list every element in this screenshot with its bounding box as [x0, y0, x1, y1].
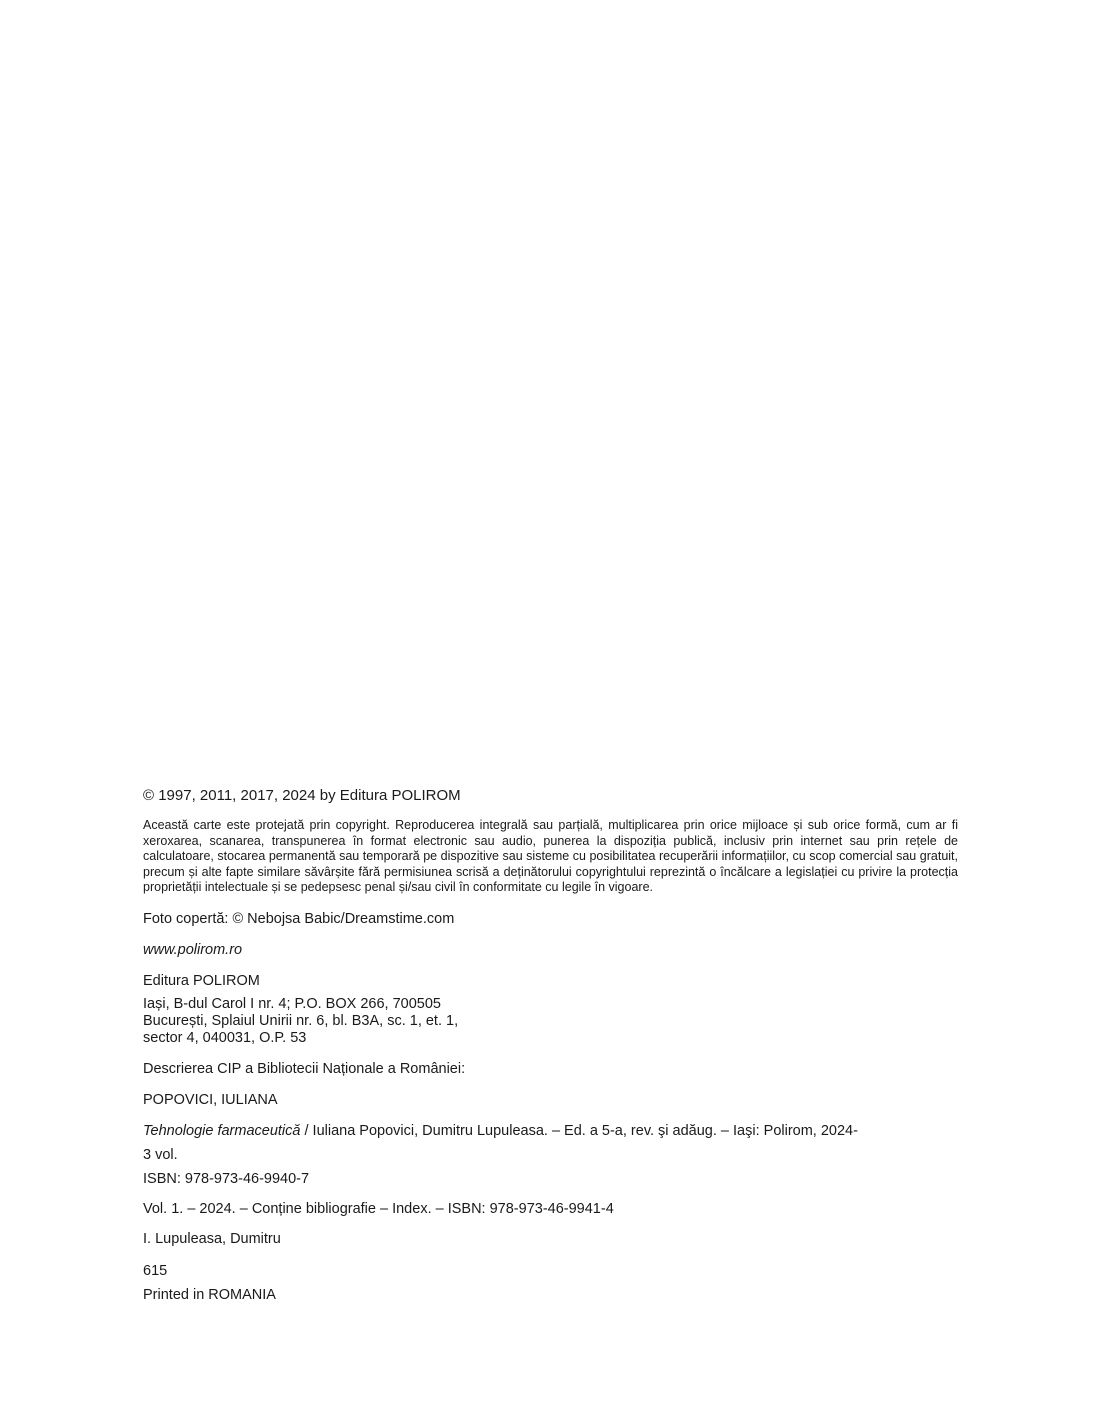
cip-volumes: 3 vol.: [143, 1146, 178, 1163]
legal-notice: Această carte este protejată prin copyright. Reproducerea integrală sau parțială, multiplicarea prin orice mijloace și sub orice formă, cum ar fi xeroxarea, scanarea, transpunerea în format electronic sau audio, punerea la dispoziția publică, inclusiv prin internet sau prin rețele de calculatoare, stocarea permanentă sau temporară pe dispozitive sau sisteme cu posibilitatea recuperării informațiilor, cu scop comercial sau gratuit, precum și alte fapte similare săvârșite fără permisiunea scrisă a deținătorului copyrightului reprezintă o încălcare a legislației cu privire la protecția proprietății intelectuale și se pedepsesc penal și/sau civil în conformitate cu legile în vigoare.: [143, 818, 958, 895]
address-line: București, Splaiul Unirii nr. 6, bl. B3A, sc. 1, et. 1,: [143, 1012, 459, 1029]
publisher-name: Editura POLIROM: [143, 972, 260, 989]
cip-author: POPOVICI, IULIANA: [143, 1091, 278, 1108]
address-line: sector 4, 040031, O.P. 53: [143, 1029, 307, 1046]
address-line: Iași, B-dul Carol I nr. 4; P.O. BOX 266, 700505: [143, 995, 441, 1012]
cip-isbn: ISBN: 978-973-46-9940-7: [143, 1170, 310, 1187]
cip-classification: 615: [143, 1262, 168, 1279]
copyright-line: © 1997, 2011, 2017, 2024 by Editura POLIROM: [143, 787, 461, 804]
website-link[interactable]: www.polirom.ro: [143, 941, 243, 958]
cip-heading: Descrierea CIP a Bibliotecii Naționale a României:: [143, 1060, 466, 1077]
publisher-address: [143, 996, 958, 1047]
cover-photo-credit: Foto copertă: © Nebojsa Babic/Dreamstime.com: [143, 910, 455, 927]
book-title: Tehnologie farmaceutică: [143, 1122, 301, 1139]
colophon: [143, 786, 958, 1304]
cip-coauthor: I. Lupuleasa, Dumitru: [143, 1230, 281, 1247]
title-details: / Iuliana Popovici, Dumitru Lupuleasa. – Ed. a 5-a, rev. şi adăug. – Iaşi: Polirom, 2024-: [300, 1122, 858, 1139]
cip-vol1: Vol. 1. – 2024. – Conține bibliografie – Index. – ISBN: 978-973-46-9941-4: [143, 1200, 614, 1217]
cip-title-line: [143, 1122, 958, 1140]
printed-in: Printed in ROMANIA: [143, 1286, 276, 1303]
